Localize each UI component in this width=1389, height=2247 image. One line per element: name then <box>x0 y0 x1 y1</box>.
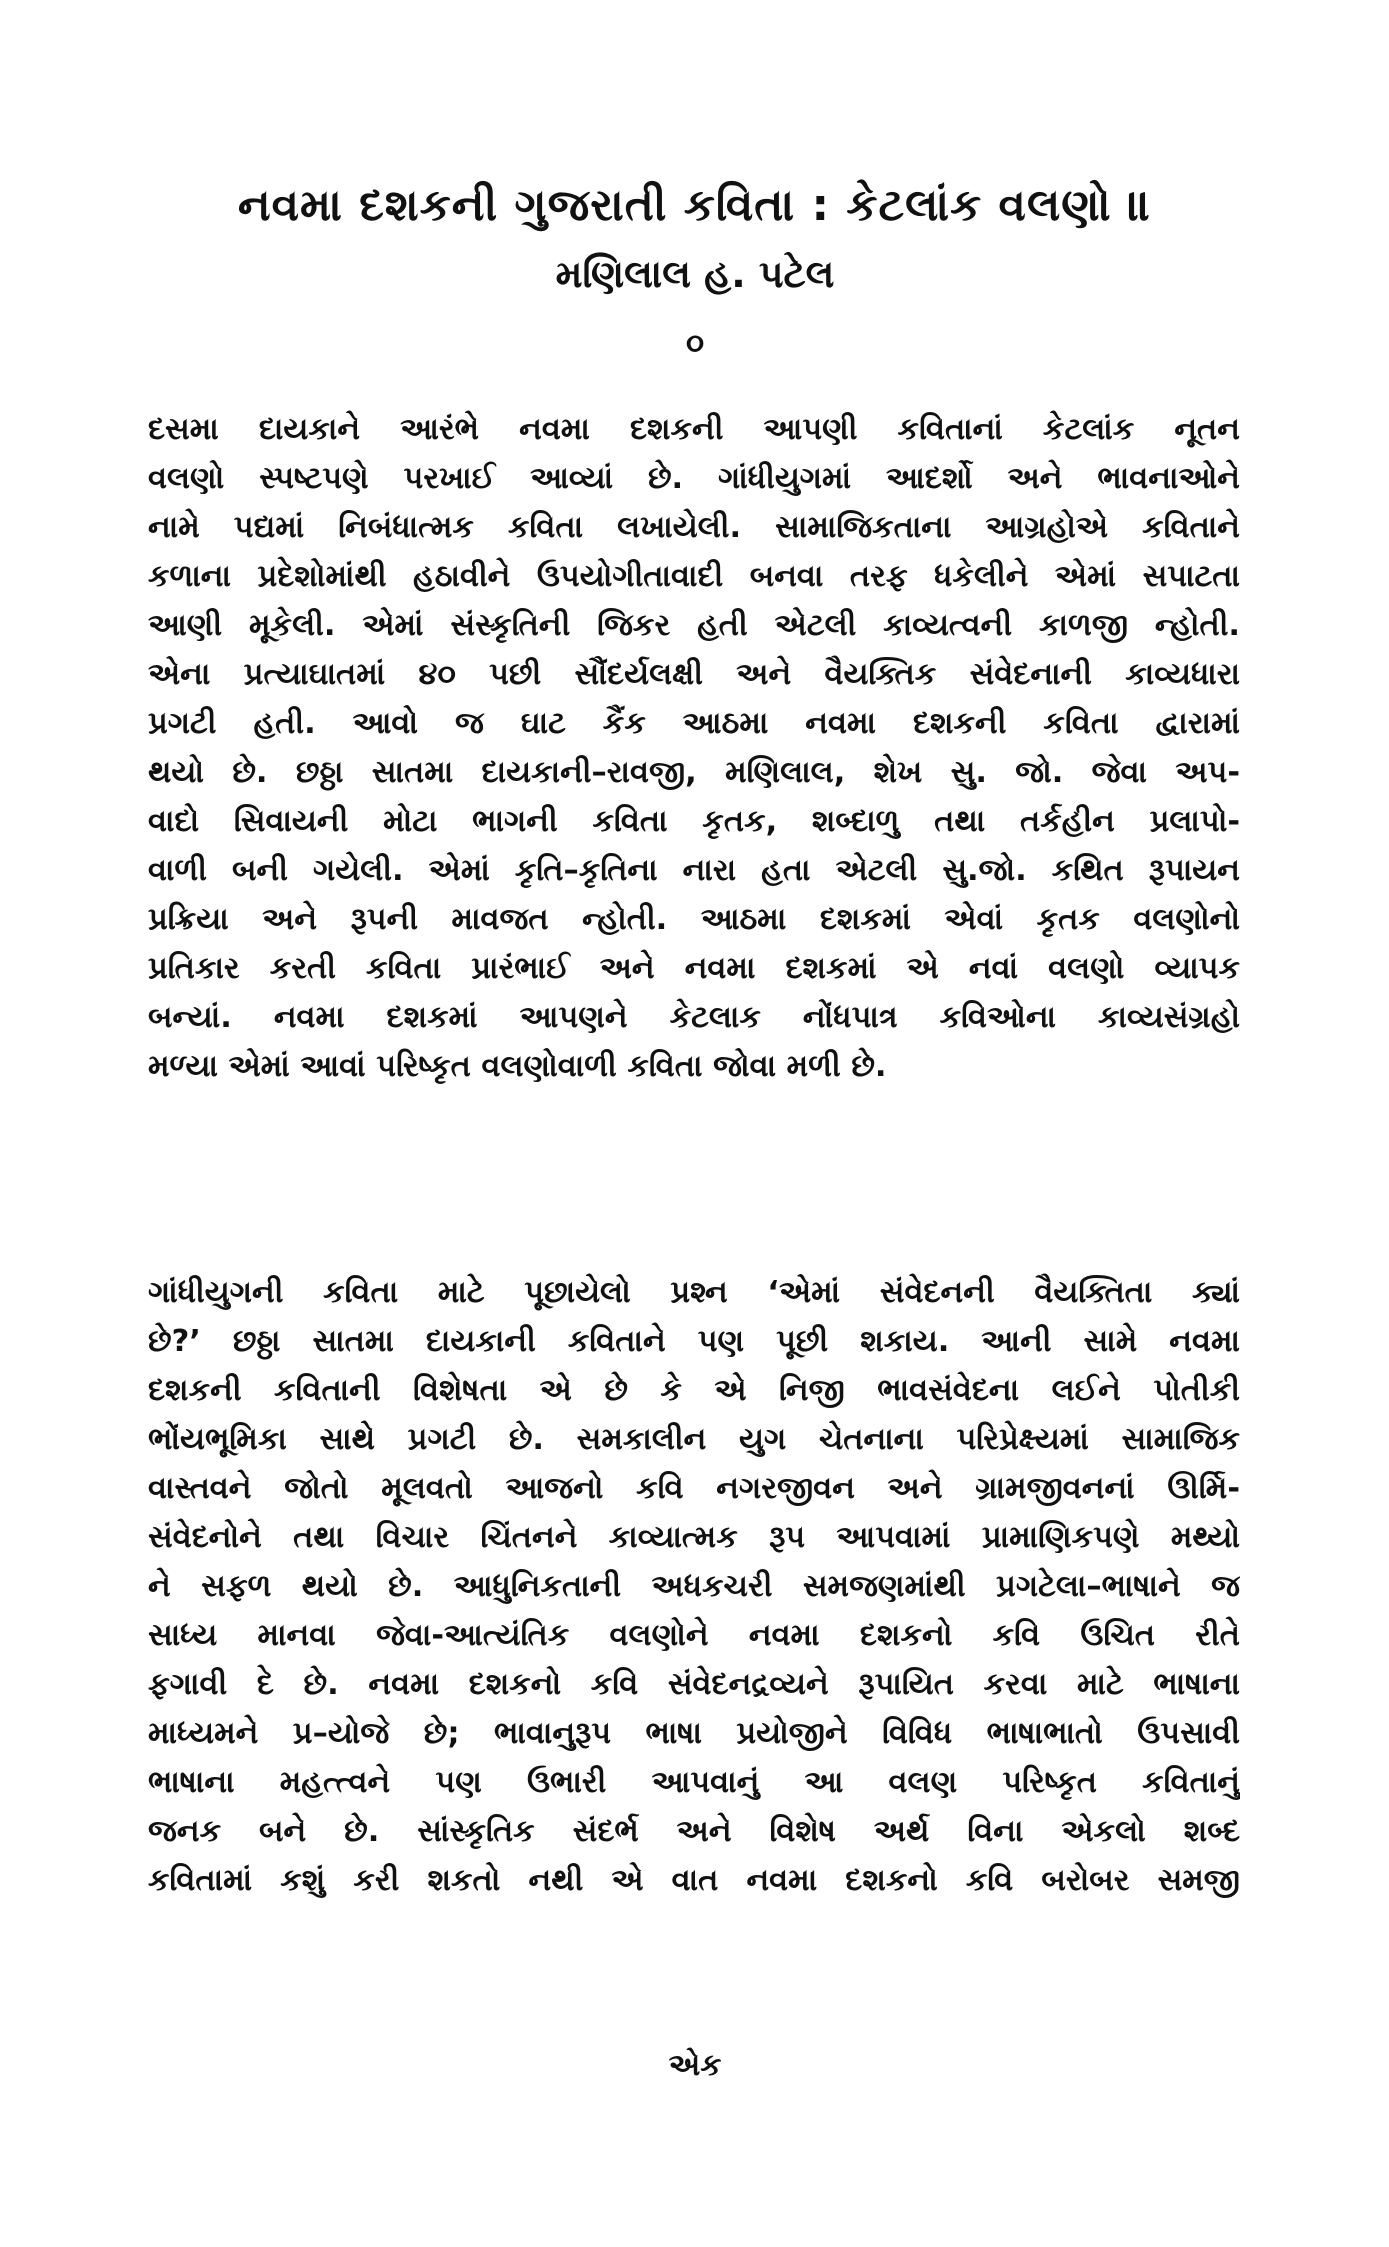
author-name: મણિલાલ હ. પટેલ <box>555 252 835 296</box>
page-number: એક <box>668 2048 722 2083</box>
text-line: કવિતામાં કશું કરી શકતો નથી એ વાત નવમા દશકનો કવિ બરોબર સમજી <box>148 1863 1240 1898</box>
paragraph-2 <box>148 1268 1240 1905</box>
text-line: જનક બને છે. સાંસ્કૃતિક સંદર્ભ અને વિશેષ અર્થ વિના એકલો શબ્દ <box>148 1814 1240 1849</box>
text-line: નામે પદ્યમાં નિબંધાત્મક કવિતા લખાયેલી. સામાજિકતાના આગ્રહોએ કવિતાને <box>148 510 1240 545</box>
text-line: કળાના પ્રદેશોમાંથી હઠાવીને ઉપયોગીતાવાદી બનવા તરફ ધકેલીને એમાં સપાટતા <box>148 559 1240 594</box>
text-line: આણી મૂકેલી. એમાં સંસ્કૃતિની જિકર હતી એટલી કાવ્યત્વની કાળજી ન્હોતી. <box>148 608 1240 643</box>
text-line: માધ્યમને પ્ર–યોજે છે; ભાવાનુરૂપ ભાષા પ્રયોજીને વિવિધ ભાષાભાતો ઉપસાવી <box>148 1716 1240 1751</box>
text-line: વાળી બની ગયેલી. એમાં કૃતિ–કૃતિના નારા હતા એટલી સુ.જો. કથિત રૂપાયન <box>148 853 1240 888</box>
text-line: દસમા દાયકાને આરંભે નવમા દશકની આપણી કવિતાનાં કેટલાંક નૂતન <box>148 412 1240 447</box>
text-line: ને સફળ થયો છે. આધુનિકતાની અધકચરી સમજણમાંથી પ્રગટેલા–ભાષાને જ <box>148 1569 1240 1604</box>
text-line: પ્રગટી હતી. આવો જ ઘાટ કૈંક આઠમા નવમા દશકની કવિતા દ્વારામાં <box>148 706 1240 741</box>
text-line: વલણો સ્પષ્ટપણે પરખાઈ આવ્યાં છે. ગાંધીયુગમાં આદર્શો અને ભાવનાઓને <box>148 461 1240 496</box>
text-line: ભોંયભૂમિકા સાથે પ્રગટી છે. સમકાલીન યુગ ચેતનાના પરિપ્રેક્ષ્યમાં સામાજિક <box>148 1422 1240 1457</box>
text-line: વાસ્તવને જોતો મૂલવતો આજનો કવિ નગરજીવન અને ગ્રામજીવનનાં ઊર્મિ- <box>148 1471 1240 1506</box>
text-line: વાદો સિવાયની મોટા ભાગની કવિતા કૃતક, શબ્દાળુ તથા તર્કહીન પ્રલાપો- <box>148 804 1240 839</box>
page-title: નવમા દશકની ગુજરાતી કવિતા : કેટલાંક વલણો ॥ <box>237 180 1153 231</box>
text-line: સાધ્ય માનવા જેવા-આત્યંતિક વલણોને નવમા દશકનો કવિ ઉચિત રીતે <box>148 1618 1240 1653</box>
text-line: ફગાવી દે છે. નવમા દશકનો કવિ સંવેદનદ્રવ્યને રૂપાયિત કરવા માટે ભાષાના <box>148 1667 1240 1702</box>
text-line: મળ્યા એમાં આવાં પરિષ્કૃત વલણોવાળી કવિતા જોવા મળી છે. <box>148 1049 887 1084</box>
section-ornament: ૦ <box>685 326 705 361</box>
text-line: ભાષાના મહત્ત્વને પણ ઉભારી આપવાનું આ વલણ પરિષ્કૃત કવિતાનું <box>148 1765 1240 1800</box>
text-line: છે?’ છઠ્ઠા સાતમા દાયકાની કવિતાને પણ પૂછી શકાય. આની સામે નવમા <box>148 1324 1240 1359</box>
text-line: એના પ્રત્યાઘાતમાં ૪૦ પછી સૌંદર્યલક્ષી અને વૈયક્તિક સંવેદનાની કાવ્યધારા <box>148 657 1240 692</box>
text-line: પ્રતિકાર કરતી કવિતા પ્રારંભાઈ અને નવમા દશકમાં એ નવાં વલણો વ્યાપક <box>148 951 1240 986</box>
text-line: ગાંધીયુગની કવિતા માટે પૂછાયેલો પ્રશ્ન ‘એમાં સંવેદનની વૈયક્તિતા ક્યાં <box>148 1275 1240 1310</box>
paragraph-1 <box>148 405 1240 1091</box>
text-line: બન્યાં. નવમા દશકમાં આપણને કેટલાક નોંધપાત્ર કવિઓના કાવ્યસંગ્રહો <box>148 1000 1240 1035</box>
text-line: પ્રક્રિયા અને રૂપની માવજત ન્હોતી. આઠમા દશકમાં એવાં કૃતક વલણોનો <box>148 902 1240 937</box>
text-line: થયો છે. છઠ્ઠા સાતમા દાયકાની–રાવજી, મણિલાલ, શેખ સુ. જો. જેવા અપ- <box>148 755 1240 790</box>
text-line: દશકની કવિતાની વિશેષતા એ છે કે એ નિજી ભાવસંવેદના લઈને પોતીકી <box>148 1373 1240 1408</box>
text-line: સંવેદનોને તથા વિચાર ચિંતનને કાવ્યાત્મક રૂપ આપવામાં પ્રામાણિકપણે મથ્યો <box>148 1520 1240 1555</box>
